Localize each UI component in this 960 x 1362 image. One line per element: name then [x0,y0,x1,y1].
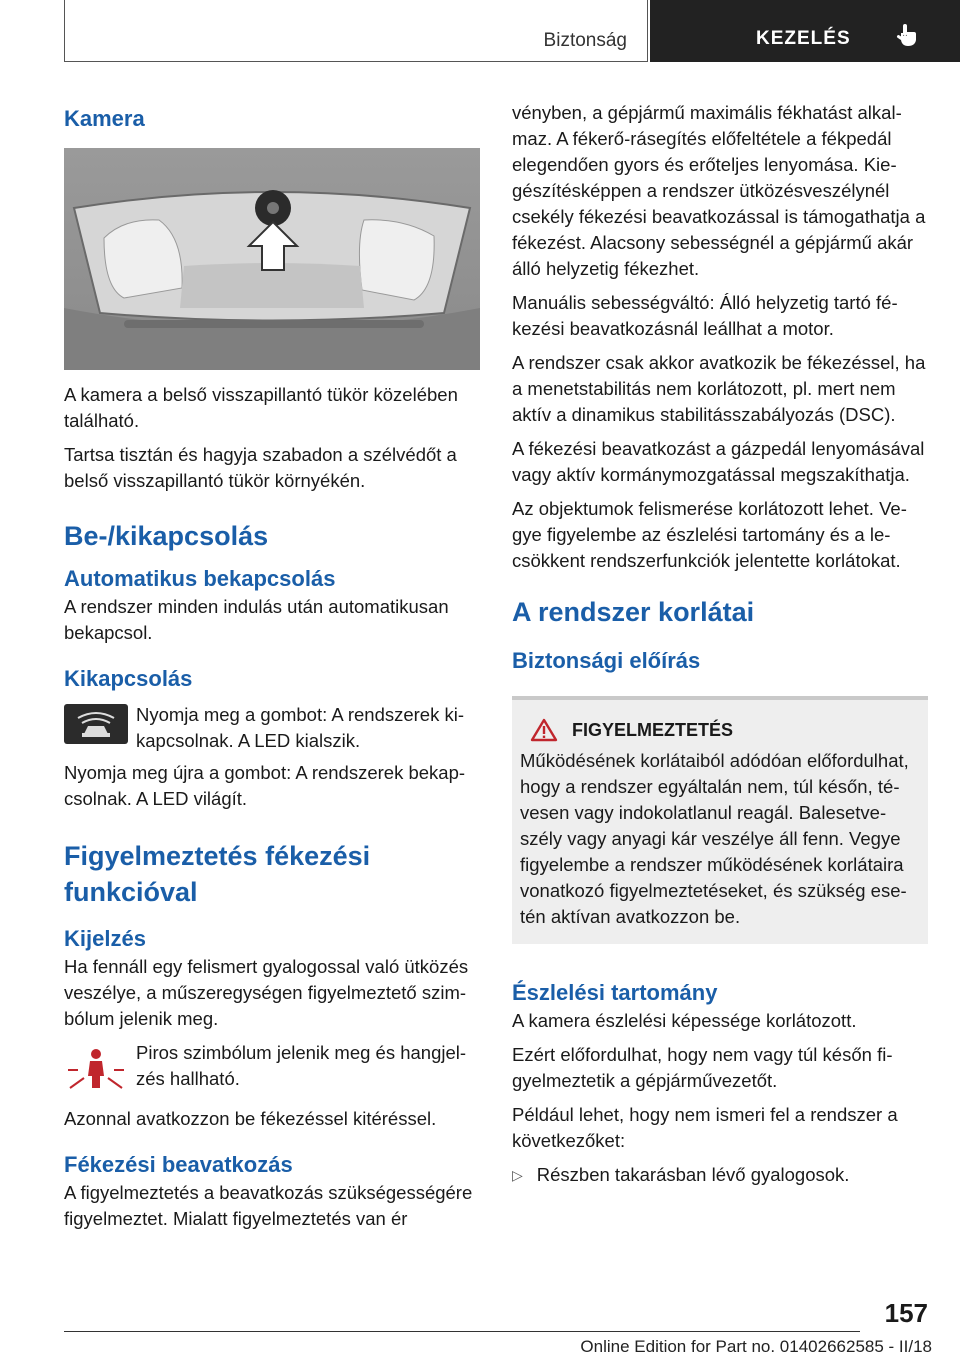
header-section-box [64,0,648,62]
range-text-1: A kamera észlelési képessége korlátozott. [512,1010,857,1031]
hand-pointer-icon [896,22,920,48]
display-text: Ha fennáll egy felismert gyalogossal való ütközés veszélye, a műszeregységen figyelmeztető szimbólum jelenik meg. [64,956,469,1029]
act-text: Azonnal avatkozzon be fékezéssel kitéréssel. [64,1108,437,1129]
page-number: 157 [884,1298,928,1328]
off-text-2: Nyomja meg újra a gombot: A rendszerek bekapcsolnak. A LED világít. [64,762,466,809]
left-column [64,100,480,1240]
header-chapter-label: KEZELÉS [756,28,851,49]
safety-heading: Biztonsági előírás [512,648,701,673]
pedestrian-warning-icon [64,1040,128,1096]
footer-divider [64,1331,860,1332]
brake-warning-heading: Figyelmeztetés fékezési funkcióval [64,841,371,907]
off-heading: Kikapcsolás [64,666,193,691]
list-item [512,1162,928,1196]
camera-text-2: Tartsa tisztán és hagyja szabadon a szélvédőt a belső visszapillantó tükör környékén. [64,444,457,491]
right-text-3: A rendszer csak akkor avatkozik be fékezéssel, ha a menetstabilitás nem korlátozott, pl. mert nem aktív a dinamikus stabilitásszabályozás (DSC). [512,352,926,425]
warning-box [512,696,928,944]
auto-on-text: A rendszer minden indulás után automatikusan bekapcsol. [64,596,449,643]
list-item-text: Részben takarásban lévő gyalogosok. [536,1164,850,1185]
auto-on-heading: Automatikus bekapcsolás [64,566,336,591]
off-button-text: Nyomja meg a gombot: A rendszerek kikapcsolnak. A LED kialszik. [136,704,465,751]
right-text-2: Manuális sebességváltó: Álló helyzetig tartó fékezési beavatkozásnál leállhat a motor. [512,292,898,339]
range-text-2: Ezért előfordulhat, hogy nem vagy túl későn figyelmeztetik a gépjárművezetőt. [512,1044,893,1091]
camera-windshield-image [64,148,480,370]
right-text-1: vényben, a gépjármű maximális fékhatást alkalmaz. A fékerő-rásegítés előfeltétele a fékpedál elegendően gyors és erőteljes lenyomása. Kiegészítésképpen a rendszer ütközésveszélynél csekély fékezési beavatkozással is támogathatja a fékezést. Alacsony sebességnél a gépjármű akár álló helyzetig fékezhet. [512,102,926,279]
camera-text-1: A kamera a belső visszapillantó tükör közelében található. [64,384,458,431]
warning-text: Működésének korlátaiból adódóan előfordulhat, hogy a rendszer egyáltalán nem, túl későn, tévesen vagy indokolatlanul reagál. Balesetveszély vagy anyagi kár veszélye áll fenn. Vegye figyelembe a rendszer működésének korlátaira vonatkozó figyelmeztetéseket, és szükség esetén aktívan avatkozzon be. [520,750,909,927]
header-section-label: Biztonság [543,30,627,51]
camera-heading: Kamera [64,106,145,131]
header-chapter-tab [650,0,960,62]
limits-heading: A rendszer korlátai [512,597,755,627]
range-heading: Észlelési tartomány [512,980,718,1005]
right-column [512,100,928,1196]
right-text-5: Az objektumok felismerése korlátozott lehet. Vegye figyelembe az észlelési tartomány és a lecsökkent rendszerfunkciók jelentette korlátokat. [512,498,907,571]
display-heading: Kijelzés [64,926,146,951]
right-text-4: A fékezési beavatkozást a gázpedál lenyomásával vagy aktív kormánymozgatással megszakíthatja. [512,438,925,485]
bullet-triangle-icon: ▷ [512,1167,523,1183]
collision-warning-button-icon [64,704,128,744]
warning-triangle-icon [530,718,558,742]
warning-label: FIGYELMEZTETÉS [572,719,734,740]
brake-intervention-text: A figyelmeztetés a beavatkozás szükségességére figyelmeztet. Mialatt figyelmeztetés van ér [64,1182,473,1229]
footer-edition: Online Edition for Part no. 01402662585 - II/18 [580,1337,932,1356]
onoff-heading: Be-/kikapcsolás [64,521,269,551]
brake-intervention-heading: Fékezési beavatkozás [64,1152,293,1177]
range-text-3: Például lehet, hogy nem ismeri fel a rendszer a következőket: [512,1104,898,1151]
symbol-text: Piros szimbólum jelenik meg és hangjelzés hallható. [136,1042,467,1089]
